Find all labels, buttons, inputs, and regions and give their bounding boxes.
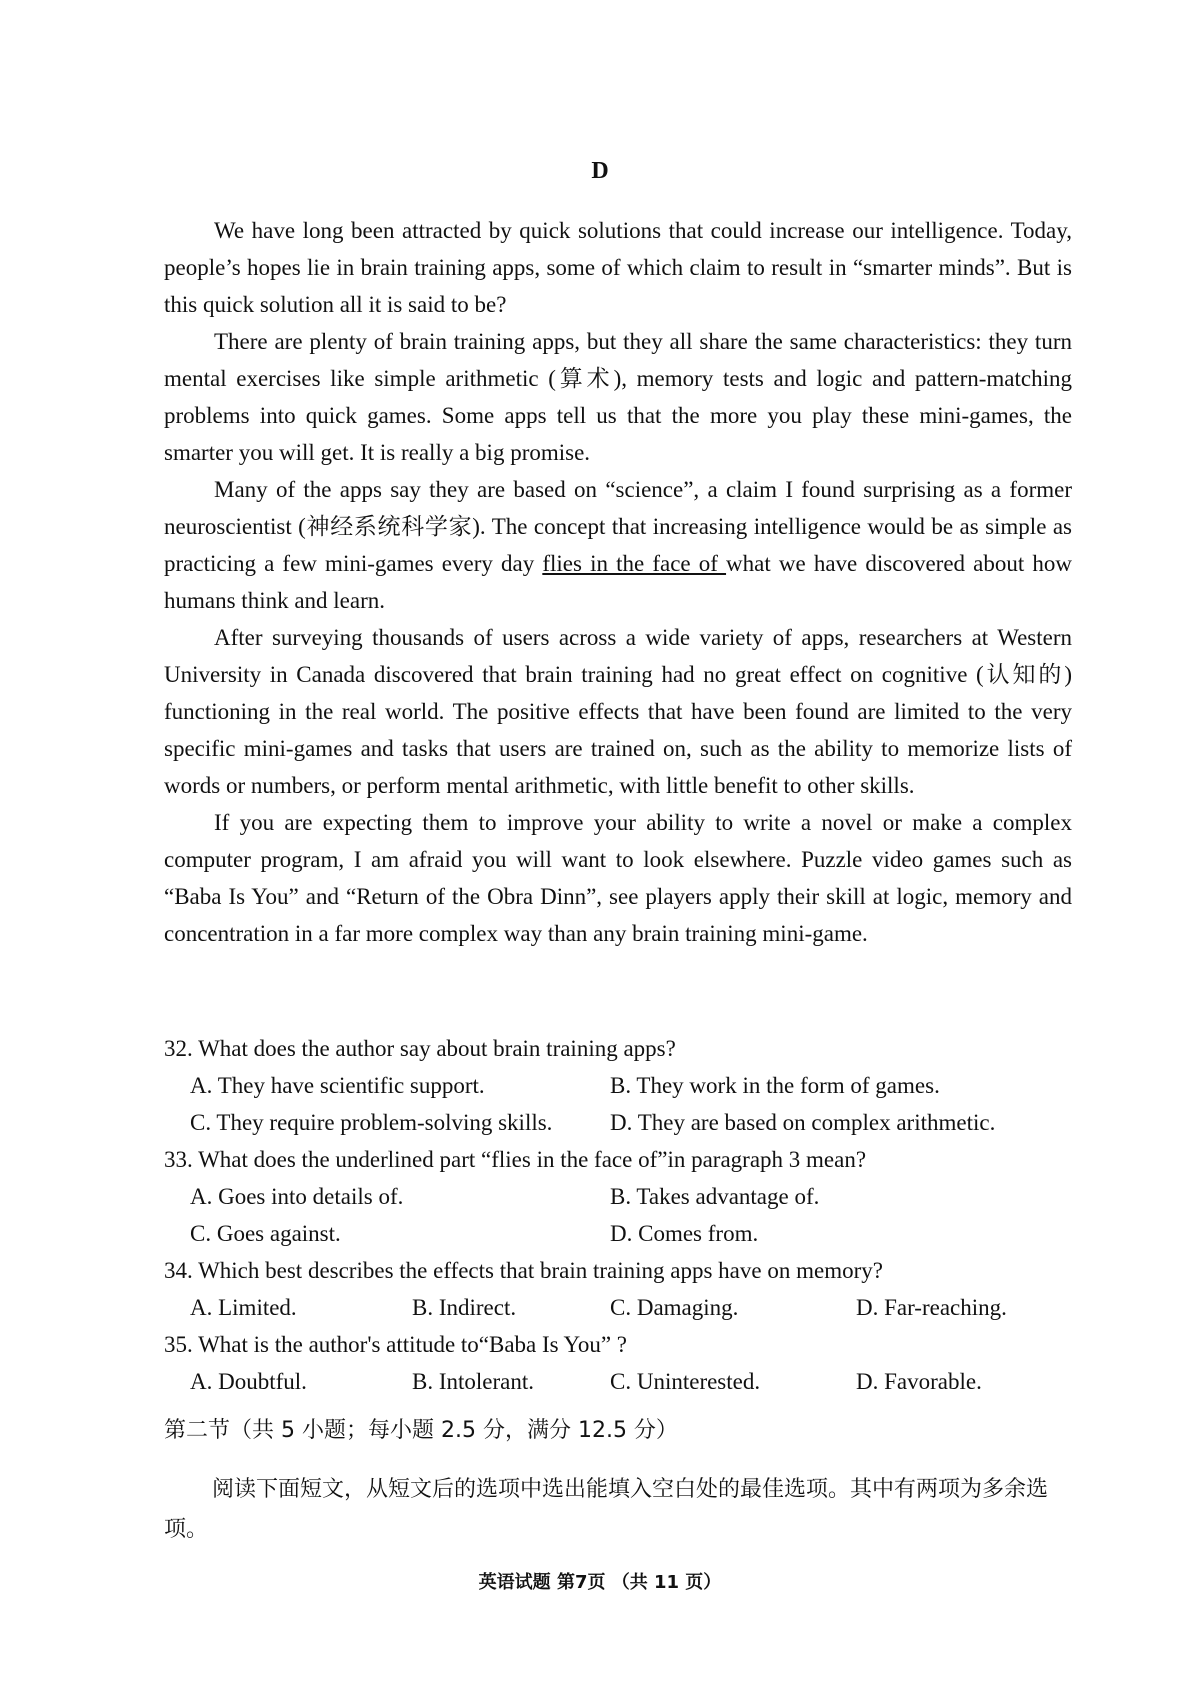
question-35-option-b: B. Intolerant. [412, 1369, 534, 1394]
paragraph-2: There are plenty of brain training apps, but they all share the same characteristics: they turn mental exercises like simple arithmetic (算术), memory tests and logic and pattern-matching problems into quick games. Some apps tell us that the more you play these mini-games, the smarter you will get. It is really a big promise. [164, 329, 1072, 465]
section-letter: D [591, 158, 609, 184]
page-footer: 英语试题 第7页 （共 11 页） [478, 1572, 722, 1593]
paragraph-5: If you are expecting them to improve your ability to write a novel or make a complex computer program, I am afraid you will want to look elsewhere. Puzzle video games such as “Baba Is You” and “Return of the Obra Dinn”, see players apply their skill at logic, memory and concentration in a far more complex way than any brain training mini-game. [164, 810, 1072, 946]
question-33-option-b: B. Takes advantage of. [610, 1184, 820, 1209]
question-33-option-c: C. Goes against. [190, 1221, 341, 1246]
underlined-phrase: flies in the face of [542, 551, 727, 576]
question-32-option-b: B. They work in the form of games. [610, 1073, 940, 1098]
question-32-stem: 32. What does the author say about brain training apps? [164, 1036, 676, 1061]
question-35-option-a: A. Doubtful. [190, 1369, 307, 1394]
question-35-option-d: D. Favorable. [856, 1369, 982, 1394]
question-32-option-a: A. They have scientific support. [190, 1073, 485, 1098]
question-35-options [190, 1363, 1072, 1400]
question-32-option-d: D. They are based on complex arithmetic. [610, 1110, 996, 1135]
paragraph-3-before: Many of the apps say they are based on “science”, a claim I found surprising as a former neuroscientist (神经系统科学家). The concept that increasing intelligence would be as simple as practicing a few mini-games every day [164, 477, 1072, 576]
section-two-instruction: 阅读下面短文，从短文后的选项中选出能填入空白处的最佳选项。其中有两项为多余选项。 [164, 1477, 1049, 1542]
question-34-option-a: A. Limited. [190, 1295, 297, 1320]
paragraph-3-after: what we have discovered about how humans think and learn. [164, 551, 1073, 613]
section-two-heading: 第二节（共 5 小题；每小题 2.5 分，满分 12.5 分） [164, 1418, 678, 1443]
question-33-option-d: D. Comes from. [610, 1221, 759, 1246]
question-list [164, 1030, 1072, 1400]
question-33-stem: 33. What does the underlined part “flies in the face of”in paragraph 3 mean? [164, 1147, 867, 1172]
question-32-options-row-1 [190, 1067, 1072, 1104]
question-32-option-c: C. They require problem-solving skills. [190, 1110, 553, 1135]
question-34-option-b: B. Indirect. [412, 1295, 517, 1320]
question-34-option-c: C. Damaging. [610, 1295, 739, 1320]
question-32-options-row-2 [190, 1104, 1072, 1141]
question-35-stem: 35. What is the author's attitude to“Baba Is You” ? [164, 1332, 627, 1357]
paragraph-1: We have long been attracted by quick solutions that could increase our intelligence. Today, people’s hopes lie in brain training apps, some of which claim to result in “smarter minds”. But is this quick solution all it is said to be? [164, 218, 1072, 317]
question-33-options-row-1 [190, 1178, 1072, 1215]
question-35-option-c: C. Uninterested. [610, 1369, 761, 1394]
question-34-stem: 34. Which best describes the effects that brain training apps have on memory? [164, 1258, 883, 1283]
reading-passage [164, 212, 1072, 952]
question-34-option-d: D. Far-reaching. [856, 1295, 1007, 1320]
question-34-options [190, 1289, 1072, 1326]
paragraph-3 [164, 471, 1072, 619]
question-33-option-a: A. Goes into details of. [190, 1184, 404, 1209]
paragraph-4: After surveying thousands of users across a wide variety of apps, researchers at Western University in Canada discovered that brain training had no great effect on cognitive (认知的) functioning in the real world. The positive effects that have been found are limited to the very specific mini-games and tasks that users are trained on, such as the ability to memorize lists of words or numbers, or perform mental arithmetic, with little benefit to other skills. [164, 625, 1072, 798]
question-33-options-row-2 [190, 1215, 1072, 1252]
